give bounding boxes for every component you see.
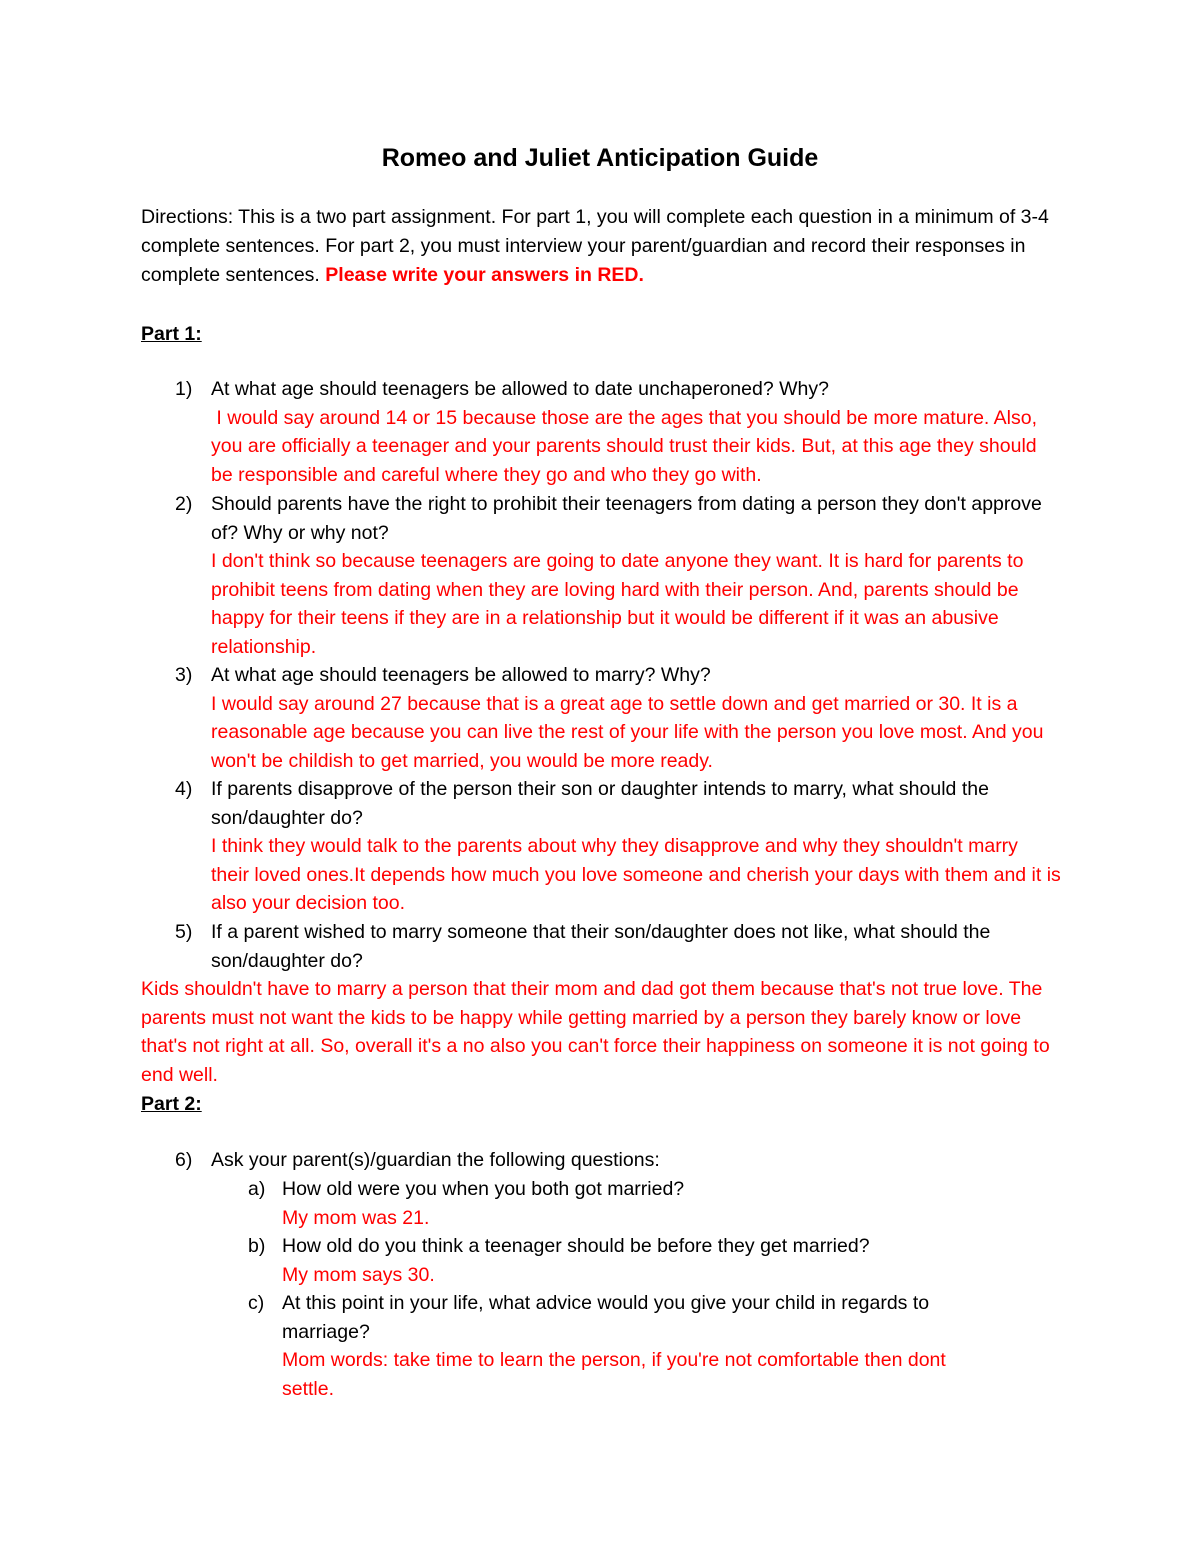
question-text: At what age should teenagers be allowed to marry? Why? (211, 664, 711, 686)
question-text: At what age should teenagers be allowed to date unchaperoned? Why? (211, 378, 829, 400)
answer-text-5: Kids shouldn't have to marry a person that their mom and dad got them because that's not true love. The parents must not want the kids to be happy while getting married by a person they barely know or love that's not right at all. So, overall it's a no also you can't force their happiness on someone it is not going to end well. (141, 978, 1050, 1086)
question-2 (141, 490, 1061, 661)
subquestion-c (211, 1289, 971, 1403)
question-number: 3) (175, 664, 193, 686)
subquestion-label: c) (248, 1292, 265, 1314)
subquestion-b (211, 1232, 1031, 1289)
question-text: If parents disapprove of the person their son or daughter intends to marry, what should the son/daughter do? (211, 778, 989, 829)
question-number: 2) (175, 493, 193, 515)
subquestion-answer: My mom was 21. (282, 1206, 430, 1229)
subquestion-text: At this point in your life, what advice would you give your child in regards to marriage? (282, 1292, 930, 1343)
subquestion-answer: My mom says 30. (282, 1263, 435, 1286)
subquestion-text: How old do you think a teenager should be before they get married? (282, 1235, 870, 1257)
subquestion-answer: Mom words: take time to learn the person, if you're not comfortable then dont settle. (282, 1349, 946, 1400)
part2-heading: Part 2: (141, 1093, 202, 1115)
directions (141, 203, 1061, 290)
part1-heading: Part 1: (141, 323, 202, 345)
question-number: 1) (175, 378, 193, 400)
answer-text: I would say around 27 because that is a great age to settle down and get married or 30. It is a reasonable age because you can live the rest of your life with the person you love most. And you won't be childish to get married, you would be more ready. (211, 692, 1044, 772)
question-5 (141, 918, 1061, 975)
question-1 (141, 375, 1061, 489)
question-text: Should parents have the right to prohibit their teenagers from dating a person they don't approve of? Why or why not? (211, 493, 1042, 544)
question-number: 5) (175, 921, 193, 943)
subquestion-text: How old were you when you both got married? (282, 1178, 685, 1200)
question-number: 6) (175, 1149, 193, 1171)
subquestion-a (211, 1175, 1031, 1232)
question-number: 4) (175, 778, 193, 800)
answer-text: I think they would talk to the parents about why they disapprove and why they shouldn't marry their loved ones.It depends how much you love someone and cherish your days with them and it is also your decision too. (211, 835, 1061, 914)
question-4 (141, 775, 1061, 918)
question-6 (141, 1146, 1061, 1175)
answer-text: I would say around 14 or 15 because those are the ages that you should be more mature. Also, you are officially a teenager and your parents should trust their kids. But, at this age they should be responsible and careful where they go and who they go with. (211, 406, 1043, 486)
question-text: If a parent wished to marry someone that their son/daughter does not like, what should the son/daughter do? (211, 921, 991, 972)
document-title: Romeo and Juliet Anticipation Guide (381, 144, 819, 172)
subquestion-label: b) (248, 1235, 266, 1257)
question-3 (141, 661, 1061, 775)
answer-text: I don't think so because teenagers are going to date anyone they want. It is hard for parents to prohibit teens from dating when they are loving hard with their person. And, parents should be happy for their teens if they are in a relationship but it would be different if it was an abusive relationship. (211, 550, 1024, 658)
subquestion-label: a) (248, 1178, 266, 1200)
directions-text: Directions: This is a two part assignment. For part 1, you will complete each question in a minimum of 3-4 complete sentences. For part 2, you must interview your parent/guardian and record their responses in complete sentences. (141, 206, 1049, 286)
question-text: Ask your parent(s)/guardian the following questions: (211, 1149, 660, 1171)
directions-emphasis: Please write your answers in RED. (325, 264, 644, 286)
